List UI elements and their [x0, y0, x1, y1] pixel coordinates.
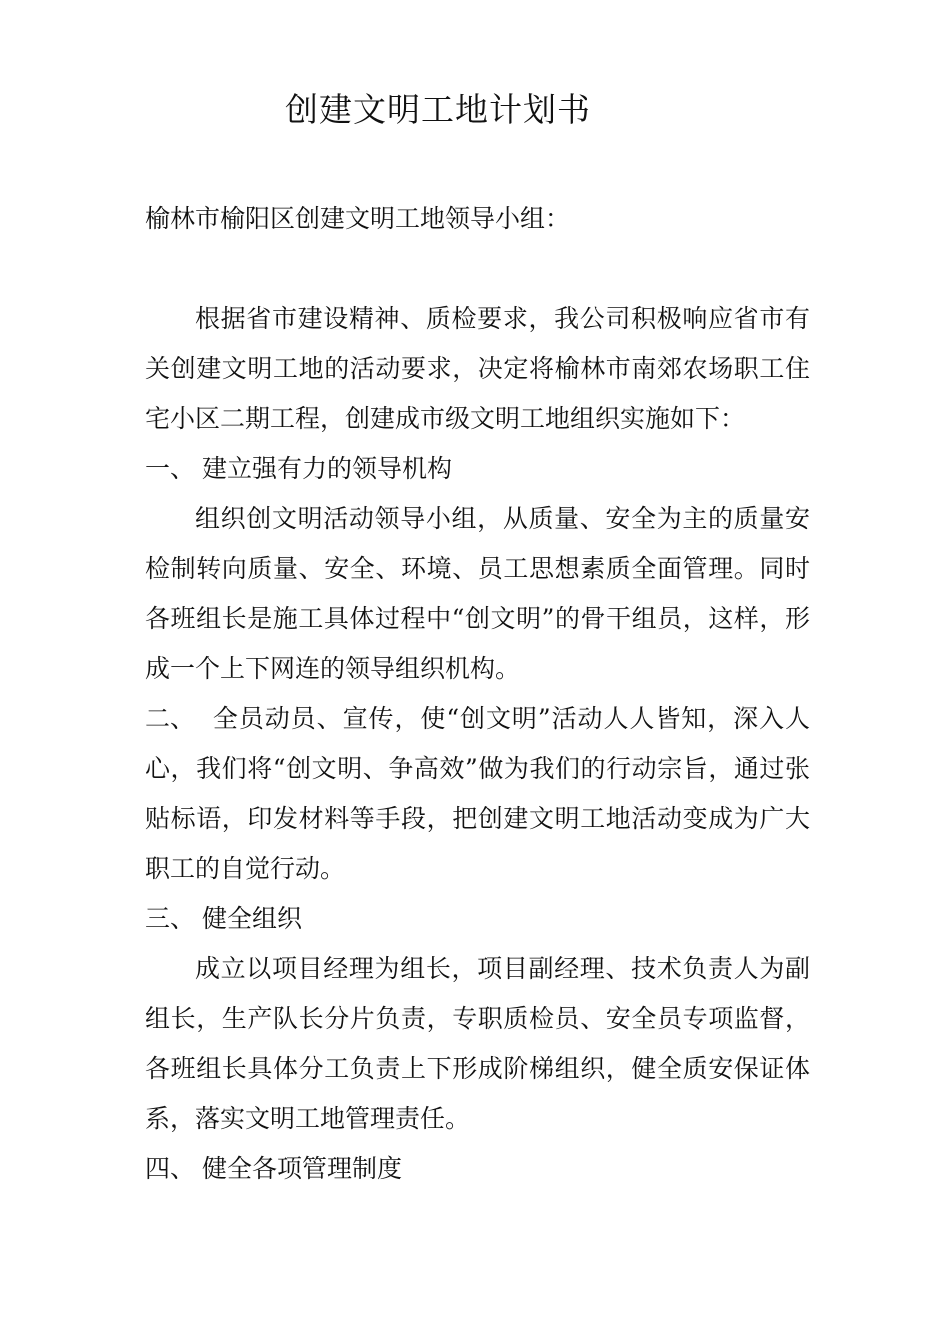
- section-heading-text: 健全组织: [202, 904, 303, 933]
- intro-paragraph: 根据省市建设精神、质检要求，我公司积极响应省市有关创建文明工地的活动要求，决定将榆林市南郊农场职工住宅小区二期工程，创建成市级文明工地组织实施如下：: [145, 304, 810, 433]
- section-number: 二、: [145, 704, 196, 733]
- section-number: 三、: [145, 904, 196, 933]
- section-body-3: 成立以项目经理为组长，项目副经理、技术负责人为副组长，生产队长分片负责，专职质检员、安全员专项监督，各班组长具体分工负责上下形成阶梯组织，健全质安保证体系，落实文明工地管理责任。: [145, 954, 810, 1133]
- document-body: [145, 294, 810, 1194]
- section-paragraph-2: [145, 694, 810, 894]
- section-number: 四、: [145, 1154, 196, 1183]
- section-body-1: 组织创文明活动领导小组，从质量、安全为主的质量安检制转向质量、安全、环境、员工思想素质全面管理。同时各班组长是施工具体过程中“创文明”的骨干组员，这样，形成一个上下网连的领导组织机构。: [145, 504, 810, 683]
- section-heading-3: [145, 894, 810, 944]
- section-heading-1: [145, 444, 810, 494]
- section-heading-text: 建立强有力的领导机构: [202, 454, 453, 483]
- section-heading-4: [145, 1144, 810, 1194]
- salutation: 榆林市榆阳区创建文明工地领导小组：: [145, 204, 571, 233]
- document-title: 创建文明工地计划书: [285, 90, 591, 129]
- section-heading-text: 健全各项管理制度: [202, 1154, 403, 1183]
- section-text: 全员动员、宣传，使“创文明”活动人人皆知，深入人心，我们将“创文明、争高效”做为我们的行动宗旨，通过张贴标语，印发材料等手段，把创建文明工地活动变成为广大职工的自觉行动。: [145, 704, 810, 883]
- section-number: 一、: [145, 454, 196, 483]
